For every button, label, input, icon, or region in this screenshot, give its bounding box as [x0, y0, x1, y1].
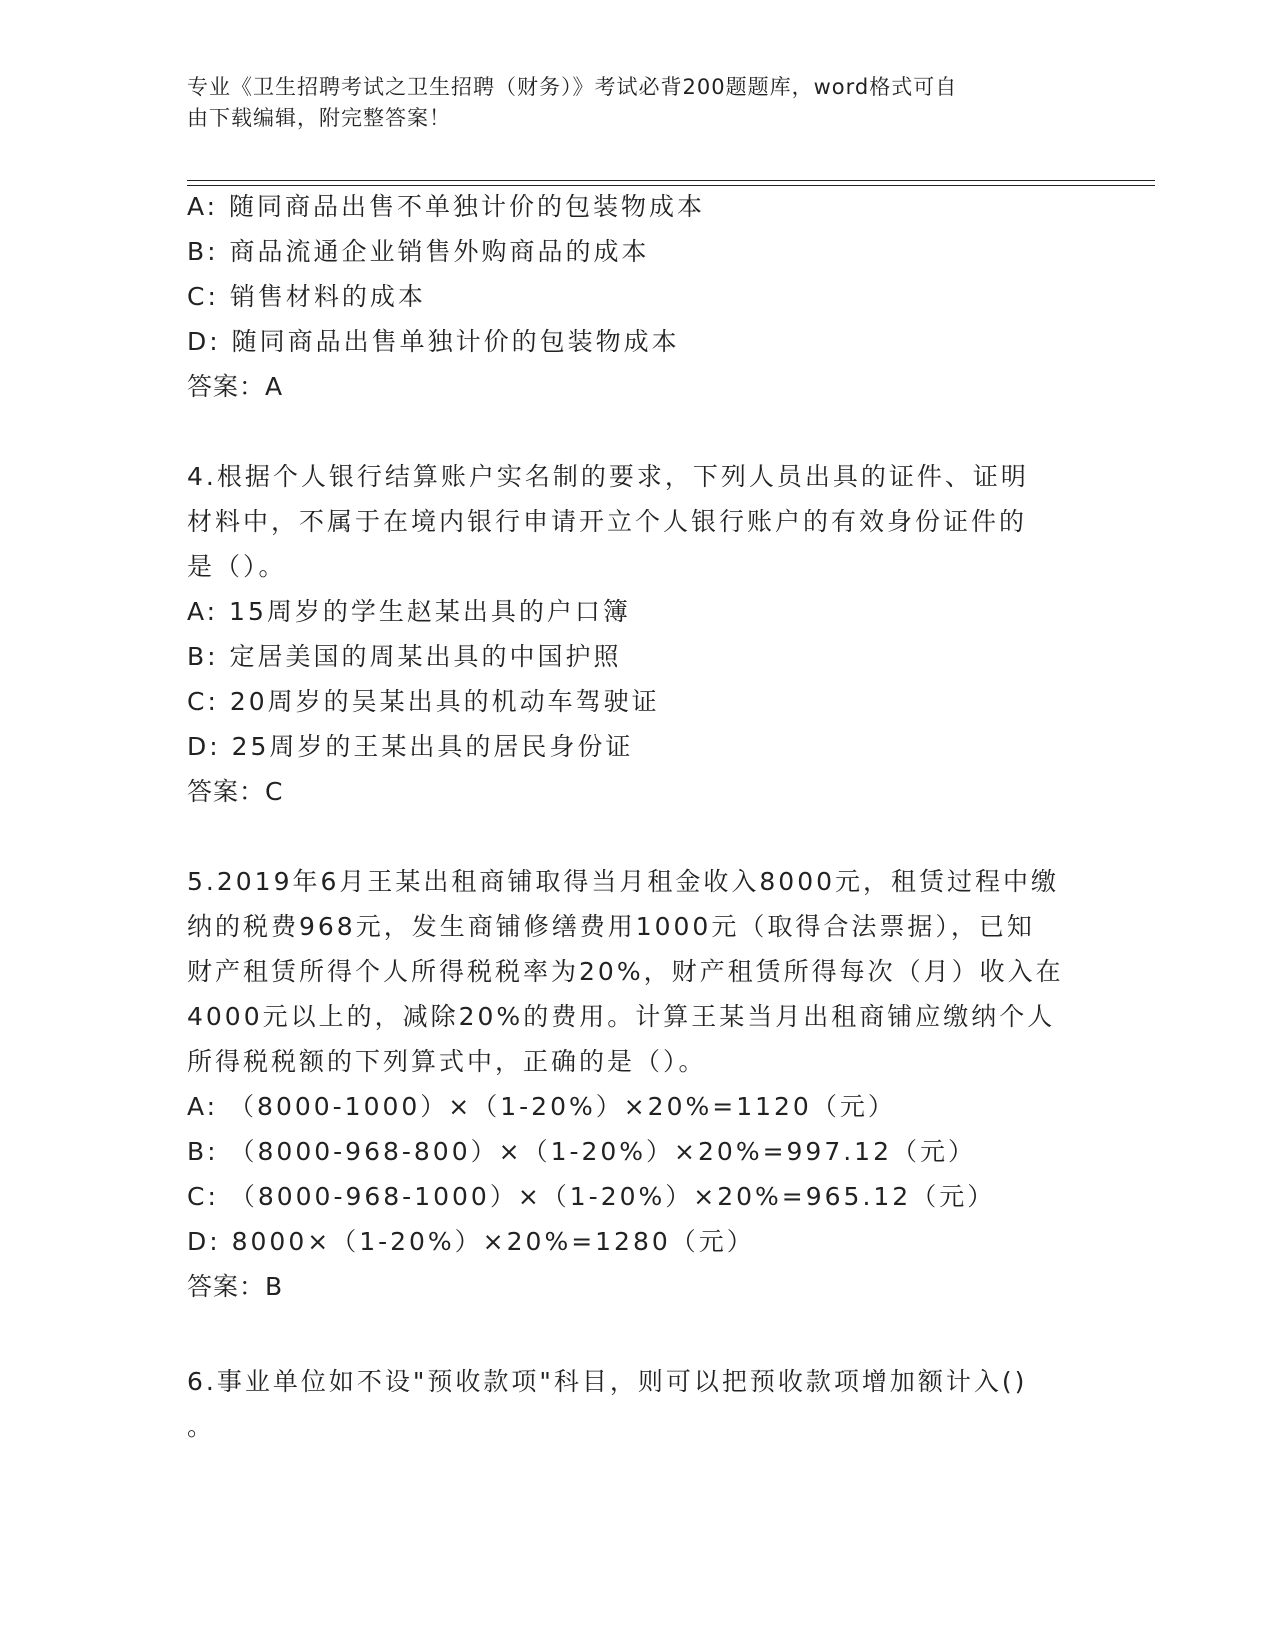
header-divider-top [187, 180, 1155, 181]
header-divider-bottom [187, 185, 1155, 186]
q4-option-c: C: 20周岁的吴某出具的机动车驾驶证 [187, 687, 660, 716]
q3-answer: 答案：A [187, 372, 284, 401]
q5-question-line-2: 纳的税费968元，发生商铺修缮费用1000元（取得合法票据），已知 [187, 912, 1035, 941]
q4-option-b: B: 定居美国的周某出具的中国护照 [187, 642, 622, 671]
q6-question-line-1: 6.事业单位如不设"预收款项"科目，则可以把预收款项增加额计入() [187, 1367, 1028, 1396]
q5-question-line-5: 所得税税额的下列算式中，正确的是（）。 [187, 1047, 707, 1076]
q4-answer: 答案：C [187, 777, 284, 806]
q5-answer: 答案：B [187, 1272, 284, 1301]
document-header [187, 72, 1067, 134]
q4-option-d: D: 25周岁的王某出具的居民身份证 [187, 732, 634, 761]
q3-option-c: C: 销售材料的成本 [187, 282, 426, 311]
header-line-2: 由下载编辑，附完整答案！ [187, 106, 451, 130]
q3-option-a: A: 随同商品出售不单独计价的包装物成本 [187, 192, 706, 221]
q5-option-b: B: （8000-968-800）×（1-20%）×20%=997.12（元） [187, 1137, 976, 1166]
q5-option-a: A: （8000-1000）×（1-20%）×20%=1120（元） [187, 1092, 896, 1121]
q3-option-d: D: 随同商品出售单独计价的包装物成本 [187, 327, 680, 356]
q5-question-line-3: 财产租赁所得个人所得税税率为20%，财产租赁所得每次（月）收入在 [187, 957, 1064, 986]
q5-question-line-4: 4000元以上的，减除20%的费用。计算王某当月出租商铺应缴纳个人 [187, 1002, 1056, 1031]
q5-option-c: C: （8000-968-1000）×（1-20%）×20%=965.12（元） [187, 1182, 996, 1211]
q6-question-line-2: 。 [187, 1412, 216, 1441]
q4-question-line-2: 材料中，不属于在境内银行申请开立个人银行账户的有效身份证件的 [187, 507, 1028, 536]
q5-option-d: D: 8000×（1-20%）×20%=1280（元） [187, 1227, 755, 1256]
q4-question-line-1: 4.根据个人银行结算账户实名制的要求，下列人员出具的证件、证明 [187, 462, 1029, 491]
q4-option-a: A: 15周岁的学生赵某出具的户口簿 [187, 597, 631, 626]
q5-question-line-1: 5.2019年6月王某出租商铺取得当月租金收入8000元，租赁过程中缴 [187, 867, 1060, 896]
q4-question-line-3: 是（）。 [187, 552, 287, 581]
header-line-1: 专业《卫生招聘考试之卫生招聘（财务）》考试必背200题题库，word格式可自 [187, 75, 958, 99]
q3-option-b: B: 商品流通企业销售外购商品的成本 [187, 237, 650, 266]
